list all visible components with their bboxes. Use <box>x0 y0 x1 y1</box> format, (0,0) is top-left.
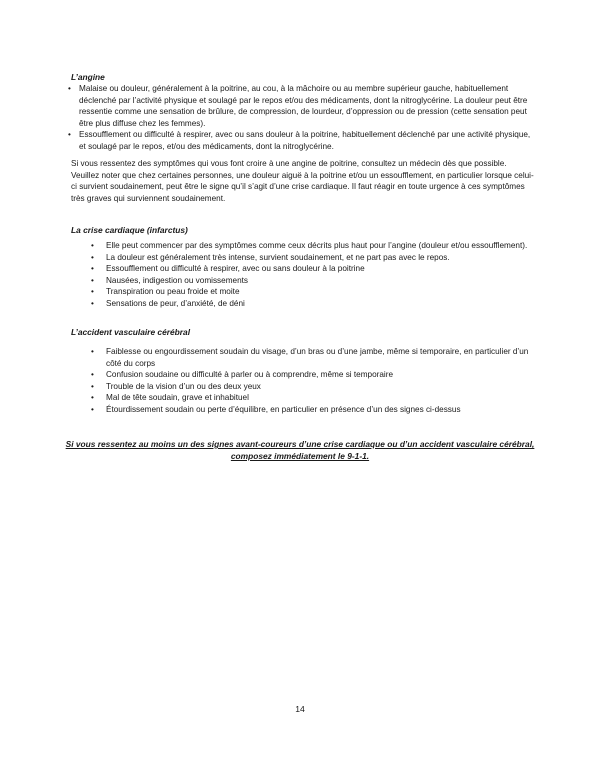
avc-list <box>106 346 536 416</box>
list-item: • Essoufflement ou difficulté à respirer, avec ou sans douleur à la poitrine <box>106 263 536 275</box>
angine-list <box>79 83 534 153</box>
emergency-warning: Si vous ressentez au moins un des signes avant-coureurs d’une crise cardiaque ou d’un accident vasculaire cérébral, composez immédiatement le 9-1-1. <box>65 439 535 461</box>
list-item: • La douleur est généralement très intense, survient soudainement, et ne part pas avec le repos. <box>106 252 536 264</box>
list-item: • Trouble de la vision d’un ou des deux yeux <box>106 381 536 393</box>
list-item: • Confusion soudaine ou difficulté à parler ou à comprendre, même si temporaire <box>106 369 536 381</box>
list-item: • Sensations de peur, d’anxiété, de déni <box>106 298 536 310</box>
avc-title: L’accident vasculaire cérébral <box>71 327 191 337</box>
list-item: • Transpiration ou peau froide et moite <box>106 286 536 298</box>
list-item: • Étourdissement soudain ou perte d’équilibre, en particulier en présence d’un des signes ci-dessus <box>106 404 536 416</box>
list-item: • Nausées, indigestion ou vomissements <box>106 275 536 287</box>
page-number: 14 <box>295 704 305 714</box>
list-item: • Faiblesse ou engourdissement soudain du visage, d’un bras ou d’une jambe, même si temporaire, en particulier d’un côté du corps <box>106 346 536 369</box>
angine-paragraph: Si vous ressentez des symptômes qui vous font croire à une angine de poitrine, consultez un médecin dès que possible. Veuillez noter que chez certaines personnes, une douleur aiguë à la poitrine et/ou un essoufflement, en particulier lorsque celui-ci survient soudainement, peut être le signe qu’il s’agit d’une crise cardiaque. Il faut réagir en toute urgence à ces symptômes très graves qui surviennent soudainement. <box>71 159 534 203</box>
list-item: • Mal de tête soudain, grave et inhabituel <box>106 392 536 404</box>
list-item: • Malaise ou douleur, généralement à la poitrine, au cou, à la mâchoire ou au membre supérieur gauche, habituellement déclenché par l’activité physique et soulagé par le repos et/ou des médicaments, dont la nitroglycérine. La douleur peut être ressentie comme une sensation de brûlure, de compression, de lourdeur, d’oppression ou de pression (cette sensation peut être plus diffuse chez les femmes). <box>79 83 534 129</box>
list-item: • Essoufflement ou difficulté à respirer, avec ou sans douleur à la poitrine, habituellement déclenché par une activité physique, et soulagé par le repos, et/ou des médicaments, dont la nitroglycérine. <box>79 129 534 152</box>
crise-list <box>106 240 536 310</box>
angine-title: L’angine <box>71 72 105 82</box>
crise-title: La crise cardiaque (infarctus) <box>71 225 188 235</box>
list-item: • Elle peut commencer par des symptômes comme ceux décrits plus haut pour l’angine (douleur et/ou essoufflement). <box>106 240 536 252</box>
